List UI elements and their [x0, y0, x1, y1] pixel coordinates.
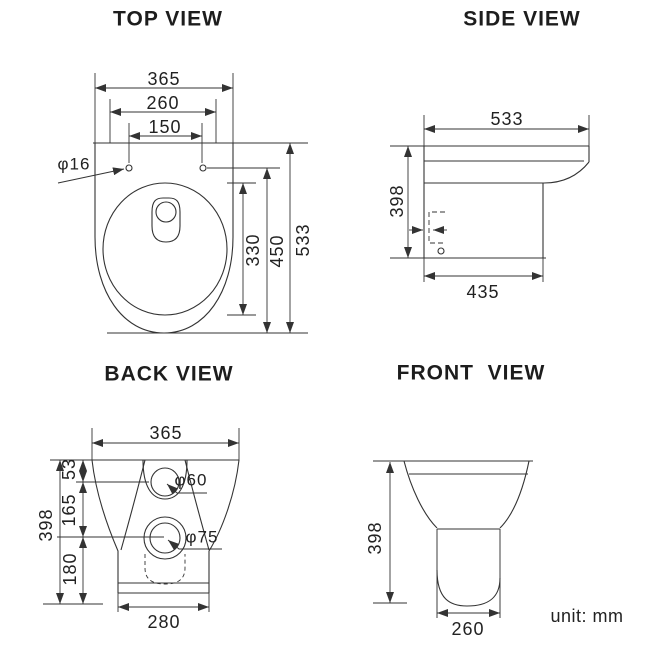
- top-dim-label-450: 450: [267, 234, 287, 268]
- top-dim-label-phi16: φ16: [57, 154, 91, 174]
- back-view-title: BACK VIEW: [104, 362, 234, 386]
- side-fixing-hole: [438, 248, 444, 254]
- back-outlet-inner: [150, 523, 180, 553]
- side-fixing-bracket-hidden: [429, 212, 445, 243]
- back-dim-label-phi60: φ60: [174, 470, 208, 490]
- back-dim-label-phi75: φ75: [185, 527, 219, 547]
- front-view-drawing: [373, 461, 533, 618]
- back-dim-label-280: 280: [147, 612, 181, 632]
- top-hinge-hole-right: [200, 165, 206, 171]
- front-shoulder-left: [404, 461, 437, 528]
- side-view-drawing: [387, 115, 589, 282]
- back-dim-label-180: 180: [60, 552, 80, 586]
- side-dim-label-435: 435: [466, 282, 500, 302]
- top-dim-label-330: 330: [243, 233, 263, 267]
- top-view-title: TOP VIEW: [113, 7, 223, 31]
- side-rear-curve: [544, 162, 589, 183]
- front-view-title: FRONT VIEW: [396, 361, 546, 385]
- top-flush-outlet-inner: [156, 202, 176, 222]
- back-dim-label-365: 365: [149, 423, 183, 443]
- front-dim-label-398: 398: [365, 521, 385, 555]
- top-bowl-opening: [103, 183, 227, 315]
- back-dim-280: [118, 593, 209, 612]
- top-view-drawing: [58, 73, 308, 333]
- unit-note: unit: mm: [550, 606, 624, 626]
- back-dim-53: [76, 460, 149, 482]
- back-dim-label-165: 165: [59, 493, 79, 527]
- top-dim-label-533: 533: [293, 223, 313, 257]
- back-dim-label-53: 53: [59, 457, 79, 481]
- front-base-curve: [437, 570, 500, 606]
- front-dim-label-260: 260: [451, 619, 485, 639]
- side-dim-435: [424, 258, 543, 282]
- side-dim-label-533: 533: [490, 109, 524, 129]
- top-dim-label-365: 365: [147, 69, 181, 89]
- back-inner-left: [121, 460, 145, 550]
- back-dim-label-398: 398: [36, 508, 56, 542]
- back-outer-right: [209, 460, 239, 593]
- top-flush-outlet-outer: [152, 198, 180, 242]
- side-view-title: SIDE VIEW: [463, 7, 581, 31]
- side-dim-label-398: 398: [387, 184, 407, 218]
- top-body-outline: [95, 143, 233, 333]
- top-dim-label-150: 150: [148, 117, 182, 137]
- front-shoulder-right: [500, 461, 529, 528]
- top-hinge-hole-left: [126, 165, 132, 171]
- back-outer-left: [92, 460, 118, 593]
- top-dim-label-260: 260: [146, 93, 180, 113]
